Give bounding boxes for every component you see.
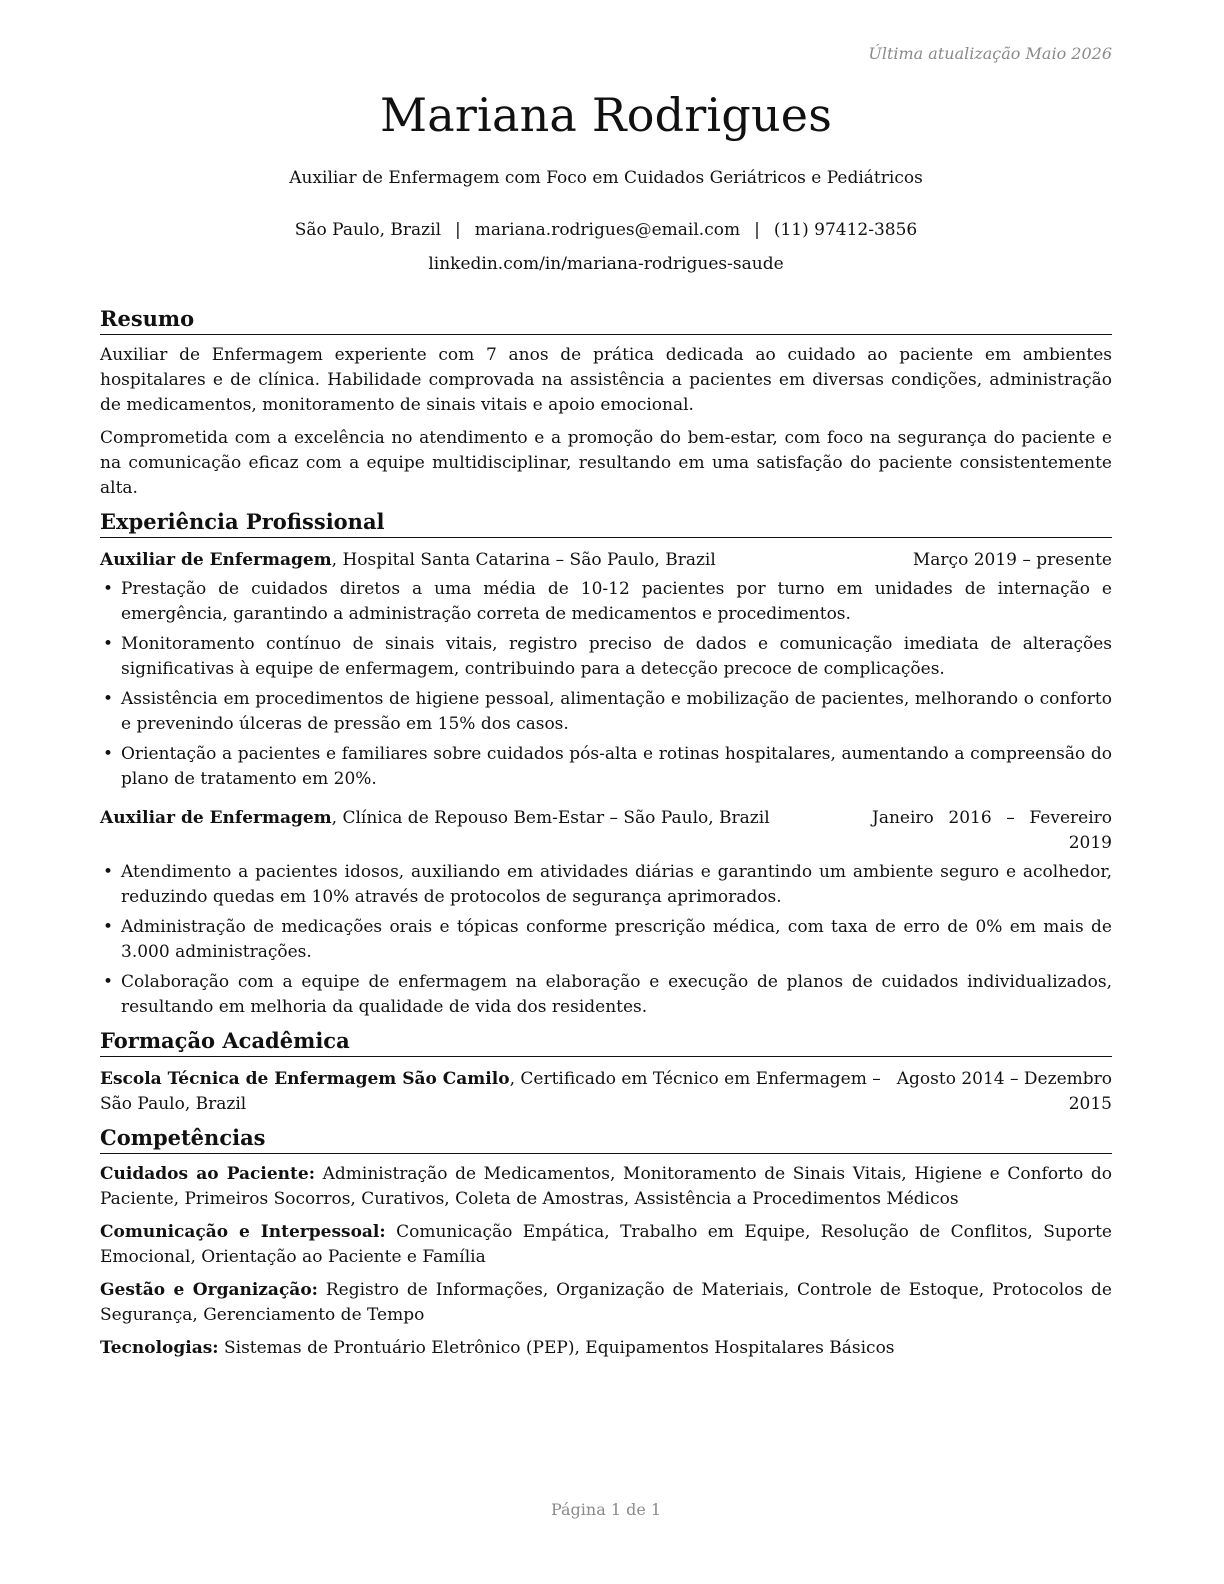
skill-group-label: Comunicação e Interpessoal: — [100, 1222, 386, 1242]
job-bullet: • Colaboração com a equipe de enfermagem na elaboração e execução de planos de cuidados individualizados, resultando em melhoria da qualidade de vida dos residentes. — [100, 970, 1112, 1020]
contact-separator: | — [455, 220, 461, 240]
skill-group-label: Gestão e Organização: — [100, 1280, 318, 1300]
job-role: Auxiliar de Enfermagem — [100, 550, 332, 570]
job-entry — [100, 806, 1112, 1020]
skill-group-label: Tecnologias: — [100, 1338, 219, 1358]
job-organization: , Hospital Santa Catarina – São Paulo, Brazil — [331, 550, 716, 570]
job-header — [100, 806, 1112, 856]
job-organization: , Clínica de Repouso Bem-Estar – São Paulo, Brazil — [331, 808, 770, 828]
skill-group-label: Cuidados ao Paciente: — [100, 1164, 315, 1184]
job-bullet: • Prestação de cuidados diretos a uma média de 10-12 pacientes por turno em unidades de internação e emergência, garantindo a administração correta de medicamentos e procedimentos. — [100, 577, 1112, 627]
job-bullet: • Atendimento a pacientes idosos, auxiliando em atividades diárias e garantindo um ambiente seguro e acolhedor, reduzindo quedas em 10% através de protocolos de segurança aprimorados. — [100, 860, 1112, 910]
summary-section — [100, 306, 1112, 501]
skill-group — [100, 1336, 1112, 1361]
skill-group — [100, 1278, 1112, 1328]
skills-section — [100, 1125, 1112, 1361]
experience-section — [100, 509, 1112, 1020]
summary-heading: Resumo — [100, 306, 1112, 335]
summary-paragraph: Auxiliar de Enfermagem experiente com 7 anos de prática dedicada ao cuidado ao paciente em ambientes hospitalares e de clínica. Habilidade comprovada na assistência a pacientes em diversas condições, administração de medicamentos, monitoramento de sinais vitais e apoio emocional. — [100, 345, 1112, 415]
education-row — [100, 1092, 1112, 1117]
education-heading: Formação Acadêmica — [100, 1028, 1112, 1057]
education-school: Escola Técnica de Enfermagem São Camilo — [100, 1069, 510, 1089]
contact-location: São Paulo, Brazil — [294, 220, 442, 240]
job-bullets — [100, 860, 1112, 1020]
skill-group-items: Registro de Informações, Organização de Materiais, Controle de Estoque, Protocolos de Segurança, Gerenciamento de Tempo — [100, 1280, 1112, 1325]
skill-group — [100, 1162, 1112, 1212]
education-section — [100, 1028, 1112, 1117]
contact-phone[interactable]: (11) 97412-3856 — [773, 220, 918, 240]
candidate-tagline: Auxiliar de Enfermagem com Foco em Cuidados Geriátricos e Pediátricos — [289, 168, 923, 188]
job-dates: Janeiro 2016 – Fevereiro 2019 — [872, 808, 1112, 853]
job-bullet: • Assistência em procedimentos de higiene pessoal, alimentação e mobilização de pacientes, melhorando o conforto e prevenindo úlceras de pressão em 15% dos casos. — [100, 687, 1112, 737]
experience-heading: Experiência Profissional — [100, 509, 1112, 538]
job-role: Auxiliar de Enfermagem — [100, 808, 332, 828]
education-entry — [100, 1067, 1112, 1117]
job-entry — [100, 548, 1112, 792]
resume-content — [100, 306, 1112, 1369]
job-bullet: • Administração de medicações orais e tópicas conforme prescrição médica, com taxa de erro de 0% em mais de 3.000 administrações. — [100, 915, 1112, 965]
contact-email[interactable]: mariana.rodrigues@email.com — [474, 220, 741, 240]
education-dates: Agosto 2014 – Dezembro — [896, 1069, 1112, 1089]
skill-group-items: Comunicação Empática, Trabalho em Equipe, Resolução de Conflitos, Suporte Emocional, Orientação ao Paciente e Família — [100, 1222, 1112, 1267]
contact-separator: | — [754, 220, 760, 240]
education-location: São Paulo, Brazil — [100, 1094, 247, 1114]
education-row — [100, 1067, 1112, 1092]
skills-heading: Competências — [100, 1125, 1112, 1154]
contact-line — [0, 220, 1212, 240]
skill-group — [100, 1220, 1112, 1270]
job-title-line — [100, 806, 872, 831]
education-degree: , Certificado em Técnico em Enfermagem – — [509, 1069, 881, 1089]
last-updated: Última atualização Maio 2026 — [868, 44, 1112, 63]
job-bullet: • Monitoramento contínuo de sinais vitais, registro preciso de dados e comunicação imediata de alterações significativas à equipe de enfermagem, contribuindo para a detecção precoce de complicações. — [100, 632, 1112, 682]
job-title-line — [100, 548, 913, 573]
linkedin-link[interactable]: linkedin.com/in/mariana-rodrigues-saude — [428, 254, 784, 274]
candidate-name: Mariana Rodrigues — [379, 88, 833, 142]
summary-paragraph: Comprometida com a excelência no atendimento e a promoção do bem-estar, com foco na segurança do paciente e na comunicação eficaz com a equipe multidisciplinar, resultando em uma satisfação do paciente consistentemente alta. — [100, 428, 1112, 498]
page-number: Página 1 de 1 — [550, 1500, 662, 1519]
job-bullets — [100, 577, 1112, 792]
job-dates: Março 2019 – presente — [912, 550, 1112, 570]
job-bullet: • Orientação a pacientes e familiares sobre cuidados pós-alta e rotinas hospitalares, aumentando a compreensão do plano de tratamento em 20%. — [100, 742, 1112, 792]
education-school-line — [100, 1067, 881, 1092]
skill-group-items: Sistemas de Prontuário Eletrônico (PEP), Equipamentos Hospitalares Básicos — [218, 1338, 895, 1358]
education-dates-end: 2015 — [1068, 1094, 1112, 1114]
skill-group-items: Administração de Medicamentos, Monitoramento de Sinais Vitais, Higiene e Conforto do Paciente, Primeiros Socorros, Curativos, Coleta de Amostras, Assistência a Procedimentos Médicos — [100, 1164, 1112, 1209]
job-header — [100, 548, 1112, 573]
